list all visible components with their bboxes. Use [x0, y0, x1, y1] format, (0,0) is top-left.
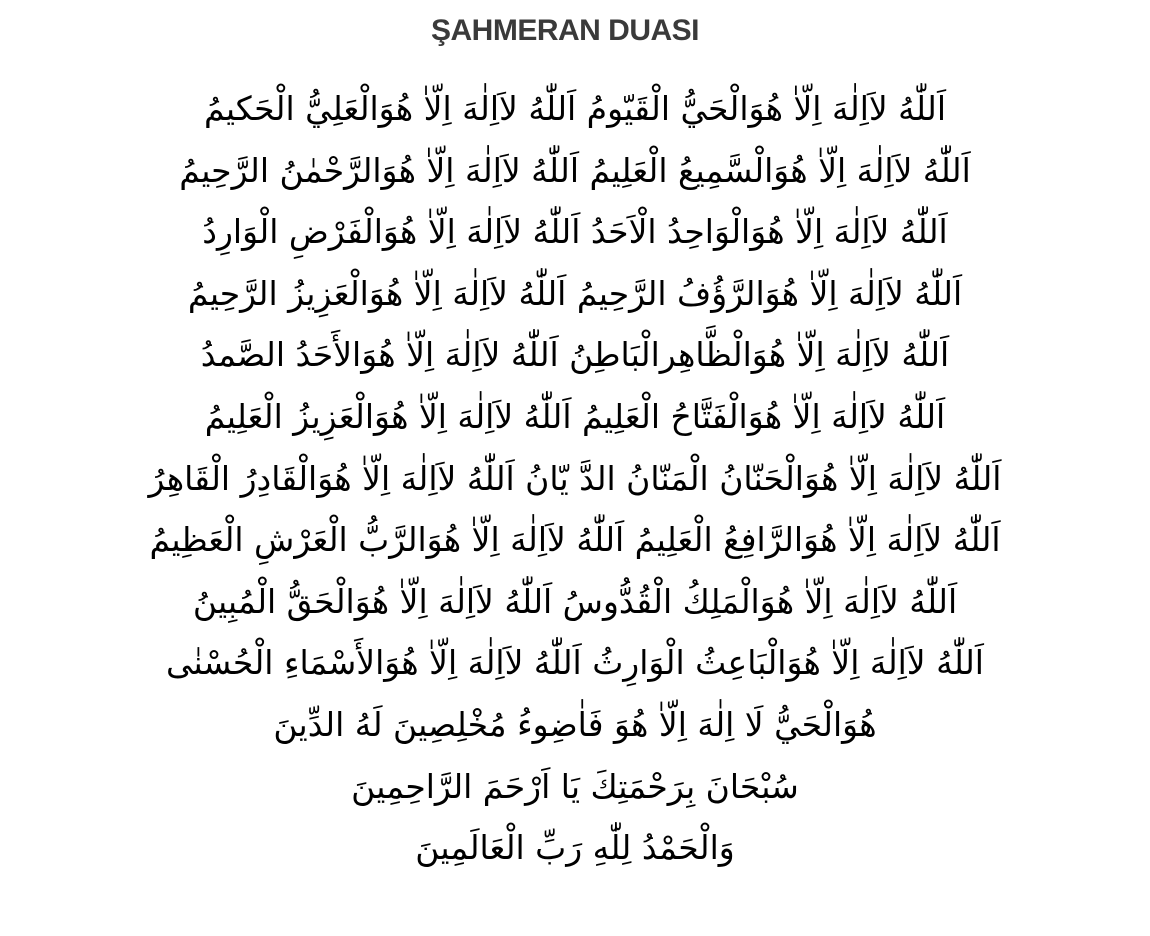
prayer-line: اَللّٰهُ لاَاِلٰهَ اِلّاٰ هُوَالْحَيُّ الْقَيّومُ اَللّٰهُ لاَاِلٰهَ اِلّاٰ هُوَالْعَلِيُّ الْحَكيمُ [203, 89, 947, 128]
prayer-line: اَللّٰهُ لاَاِلٰهَ اِلّاٰ هُوَالْحَنّانُ الْمَنّانُ الدَّ يّانُ اَللّٰهُ لاَاِلٰهَ اِلّاٰ هُوَالْقَادِرُ الْقَاهِرُ [148, 458, 1002, 498]
prayer-line: هُوَالْحَيُّ لَا اِلٰهَ اِلّاٰ هُوَ فَاٰضِوءُ مُخْلِصِينَ لَهُ الدِّينَ [273, 704, 877, 744]
prayer-line: اَللّٰهُ لاَاِلٰهَ اِلّاٰ هُوَالْمَلِكُ الْقُدُّوسُ اَللّٰهُ لاَاِلٰهَ اِلّاٰ هُوَالْحَقُّ الْمُبِينُ [192, 581, 958, 621]
prayer-line: اَللّٰهُ لاَاِلٰهَ اِلّاٰ هُوَالْوَاحِدُ الْاَحَدُ اَللّٰهُ لاَاِلٰهَ اِلّاٰ هُوَالْفَرْضِ الْوَارِدُ [202, 212, 948, 252]
prayer-line: سُبْحَانَ بِرَحْمَتِكَ يَا اَرْحَمَ الرَّاحِمِينَ [351, 766, 799, 806]
prayer-line: اَللّٰهُ لاَاِلٰهَ اِلّاٰ هُوَالْسَّمِيعُ الْعَلِيمُ اَللّٰهُ لاَاِلٰهَ اِلّاٰ هُوَالرَّحْمٰنُ الرَّحِيمُ [179, 150, 971, 190]
page-title: ŞAHMERAN DUASI [430, 14, 699, 47]
prayer-line: اَللّٰهُ لاَاِلٰهَ اِلّاٰ هُوَالرَّافِعُ الْعَلِيمُ اَللّٰهُ لاَاِلٰهَ اِلّاٰ هُوَالرَّبُّ الْعَرْشِ الْعَظِيمُ [149, 520, 1001, 560]
prayer-line: اَللّٰهُ لاَاِلٰهَ اِلّاٰ هُوَالْبَاعِثُ الْوَارِثُ اَللّٰهُ لاَاِلٰهَ اِلّاٰ هُوَالأَسْمَاءِ الْحُسْنٰى [166, 643, 984, 683]
prayer-line: وَالْحَمْدُ لِلّٰهِ رَبِّ الْعَالَمِينَ [415, 828, 735, 868]
prayer-text [40, 78, 1110, 879]
prayer-line: اَللّٰهُ لاَاِلٰهَ اِلّاٰ هُوَالرَّؤُفُ الرَّحِيمُ اَللّٰهُ لاَاِلٰهَ اِلّاٰ هُوَالْعَزِيزُ الرَّحِيمُ [187, 273, 963, 313]
prayer-line: اَللّٰهُ لاَاِلٰهَ اِلّاٰ هُوَالْفَتَّاحُ الْعَلِيمُ اَللّٰهُ لاَاِلٰهَ اِلّاٰ هُوَالْعَزِيزُ الْعَلِيمُ [204, 396, 946, 436]
prayer-line: اَللّٰهُ لاَاِلٰهَ اِلّاٰ هُوَالْظَّاهِرالْبَاطِنُ اَللّٰهُ لاَاِلٰهَ اِلّاٰ هُوَالأَحَدُ الصَّمدُ [200, 335, 950, 375]
